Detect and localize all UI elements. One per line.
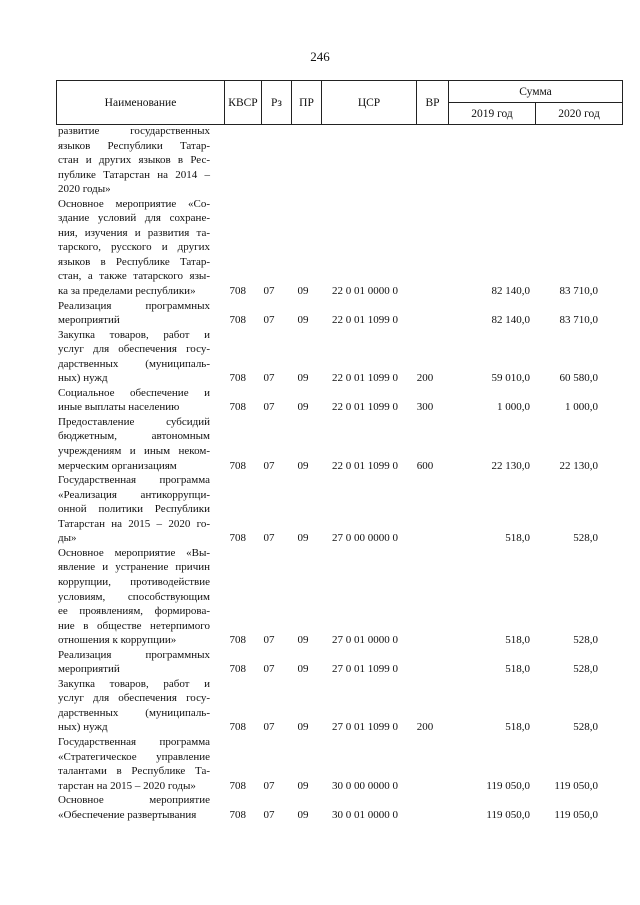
header-sum: Сумма [449,81,623,103]
cell-rz: 07 [263,401,275,414]
name-line: дарственных (муниципаль- [58,706,210,719]
name-line: Государственная программа [58,735,210,748]
cell-kvsr: 708 [229,779,246,792]
cell-vr: 200 [416,372,434,385]
cell-csr: 27 0 01 1099 0 [332,663,398,676]
cell-csr: 27 0 01 0000 0 [332,634,398,647]
name-line: языков Республики Татар- [58,139,210,152]
name-line: Основное мероприятие «Со- [58,197,210,210]
name-line: публике Татарстан на 2014 – [58,168,210,181]
cell-pr: 09 [297,459,309,472]
cell-rz: 07 [263,372,275,385]
name-line: языков в Республике Татар- [58,255,210,268]
cell-csr: 30 0 01 0000 0 [332,808,398,821]
name-line: услуг для обеспечения госу- [58,343,210,356]
name-line: стан, а также татарского язы- [58,270,210,283]
table-row [58,299,638,328]
cell-vr: 300 [416,401,434,414]
cell-rz: 07 [263,779,275,792]
header-pr: ПР [292,81,322,125]
cell-sum-2019: 119 050,0 [486,779,530,792]
table-row [58,677,638,735]
cell-pr: 09 [297,401,309,414]
header-2020: 2020 год [536,103,623,125]
header-rz: Рз [262,81,292,125]
name-line: ка за пределами республики» [58,285,196,298]
row-name [58,386,214,415]
header-kvsr: КВСР [225,81,262,125]
cell-sum-2019: 1 000,0 [497,401,530,414]
header-vr: ВР [417,81,449,125]
table-row [58,415,638,473]
name-line: Закупка товаров, работ и [58,328,210,341]
cell-pr: 09 [297,779,309,792]
table-row [58,386,638,415]
table-header [56,80,623,125]
name-line: ды» [58,532,77,545]
name-line: явление и устранение причин [58,561,210,574]
cell-pr: 09 [297,372,309,385]
name-line: услуг для обеспечения госу- [58,692,210,705]
cell-kvsr: 708 [229,314,246,327]
table-row [58,546,638,648]
table-row [58,793,638,822]
name-line: тарского, русского и других [58,241,210,254]
name-line: ния, изучения и развития та- [58,226,210,239]
row-name [58,473,214,546]
cell-sum-2020: 528,0 [573,721,598,734]
table-row [58,735,638,793]
cell-sum-2020: 22 130,0 [559,459,598,472]
cell-csr: 22 0 01 1099 0 [332,459,398,472]
header-2019: 2019 год [449,103,536,125]
cell-rz: 07 [263,721,275,734]
cell-rz: 07 [263,663,275,676]
cell-pr: 09 [297,808,309,821]
name-line: онной политики Республики [58,503,210,516]
cell-sum-2019: 518,0 [505,663,530,676]
cell-pr: 09 [297,721,309,734]
name-line: «Реализация антикоррупци- [58,488,210,501]
cell-sum-2019: 59 010,0 [491,372,530,385]
name-line: отношения к коррупции» [58,634,177,647]
cell-kvsr: 708 [229,634,246,647]
row-name [58,648,214,677]
row-name [58,197,214,299]
name-line: дарственных (муниципаль- [58,357,210,370]
name-line: «Стратегическое управление [58,750,210,763]
cell-rz: 07 [263,459,275,472]
name-line: Основное мероприятие «Вы- [58,546,210,559]
name-line: стан и других языков в Рес- [58,154,210,167]
name-line: Государственная программа [58,474,210,487]
header-csr: ЦСР [322,81,417,125]
row-name [58,546,214,648]
name-line: мерческим организациям [58,459,177,472]
name-line: мероприятий [58,314,120,327]
name-line: Закупка товаров, работ и [58,677,210,690]
cell-rz: 07 [263,634,275,647]
name-line: Реализация программных [58,299,210,312]
name-line: «Обеспечение развертывания [58,808,197,821]
cell-sum-2020: 60 580,0 [559,372,598,385]
name-line: ние в обществе нетерпимого [58,619,210,632]
cell-csr: 27 0 01 1099 0 [332,721,398,734]
cell-kvsr: 708 [229,401,246,414]
row-name [58,793,214,822]
cell-sum-2020: 528,0 [573,634,598,647]
cell-kvsr: 708 [229,663,246,676]
row-name [58,677,214,735]
name-line: Татарстан на 2015 – 2020 го- [58,517,210,530]
cell-pr: 09 [297,532,309,545]
cell-sum-2020: 528,0 [573,532,598,545]
cell-csr: 27 0 00 0000 0 [332,532,398,545]
name-line: ных) нужд [58,721,108,734]
cell-sum-2020: 83 710,0 [559,285,598,298]
table-row [58,124,638,197]
name-line: мероприятий [58,663,120,676]
cell-kvsr: 708 [229,808,246,821]
name-line: учреждениям и иным неком- [58,445,210,458]
cell-sum-2020: 119 050,0 [554,808,598,821]
cell-rz: 07 [263,532,275,545]
cell-pr: 09 [297,634,309,647]
cell-sum-2019: 22 130,0 [491,459,530,472]
cell-csr: 22 0 01 0000 0 [332,285,398,298]
name-line: Предоставление субсидий [58,415,210,428]
cell-pr: 09 [297,314,309,327]
cell-kvsr: 708 [229,532,246,545]
table-body [58,124,638,822]
name-line: Социальное обеспечение и [58,386,210,399]
cell-rz: 07 [263,808,275,821]
cell-pr: 09 [297,285,309,298]
cell-kvsr: 708 [229,721,246,734]
cell-sum-2019: 82 140,0 [491,285,530,298]
table-row [58,473,638,546]
cell-pr: 09 [297,663,309,676]
cell-sum-2019: 119 050,0 [486,808,530,821]
cell-sum-2020: 1 000,0 [565,401,598,414]
cell-csr: 22 0 01 1099 0 [332,401,398,414]
cell-csr: 30 0 00 0000 0 [332,779,398,792]
row-name [58,328,214,386]
cell-sum-2020: 83 710,0 [559,314,598,327]
row-name [58,415,214,473]
row-name [58,735,214,793]
cell-sum-2020: 528,0 [573,663,598,676]
cell-sum-2020: 119 050,0 [554,779,598,792]
name-line: бюджетным, автономным [58,430,210,443]
name-line: здание условий для сохране- [58,212,210,225]
cell-kvsr: 708 [229,459,246,472]
page-number: 246 [310,49,330,64]
name-line: коррупции, противодействие [58,575,210,588]
cell-csr: 22 0 01 1099 0 [332,372,398,385]
cell-vr: 600 [416,459,434,472]
cell-sum-2019: 518,0 [505,634,530,647]
table-row [58,328,638,386]
cell-kvsr: 708 [229,285,246,298]
name-line: талантами в Республике Та- [58,765,210,778]
name-line: тарстан на 2015 – 2020 годы» [58,779,196,792]
name-line: Реализация программных [58,648,210,661]
cell-sum-2019: 82 140,0 [491,314,530,327]
name-line: Основное мероприятие [58,794,210,807]
name-line: условиям, способствующим [58,590,210,603]
name-line: ее проявлениям, формирова- [58,605,210,618]
name-line: ных) нужд [58,372,108,385]
cell-rz: 07 [263,285,275,298]
row-name [58,299,214,328]
name-line: иные выплаты населению [58,401,180,414]
cell-sum-2019: 518,0 [505,721,530,734]
cell-rz: 07 [263,314,275,327]
cell-csr: 22 0 01 1099 0 [332,314,398,327]
table-row [58,648,638,677]
cell-sum-2019: 518,0 [505,532,530,545]
cell-kvsr: 708 [229,372,246,385]
name-line: 2020 годы» [58,183,111,196]
table-row [58,197,638,299]
cell-vr: 200 [416,721,434,734]
name-line: развитие государственных [58,125,210,137]
row-name [58,124,214,197]
header-name: Наименование [57,81,225,125]
